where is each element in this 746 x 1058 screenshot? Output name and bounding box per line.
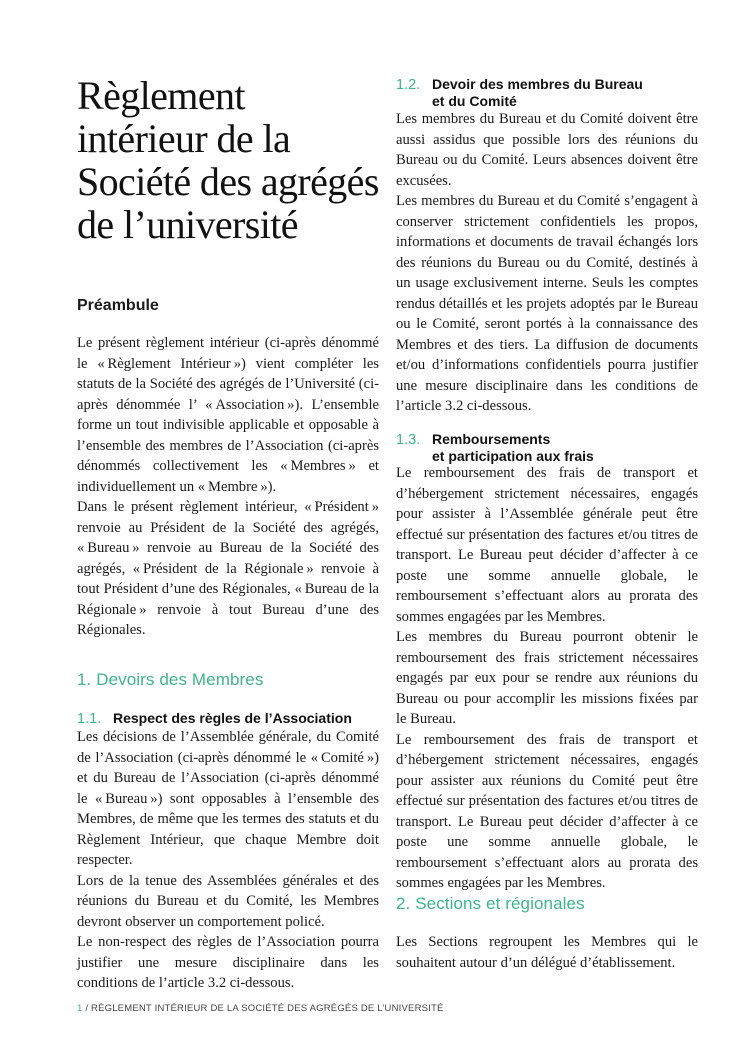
subsection-title: Remboursements [432, 431, 551, 447]
paragraph: Les membres du Bureau et du Comité s’engagent à conserver strictement confidentiels les propos, informations et documents de travail échangés lors des réunions du Bureau ou du Comité, destinés à un usage exclusivement interne. Seuls les comptes rendus détaillés et les projets adoptés par le Bureau ou le Comité, seront portés à la connaissance des Membres et des tiers. La diffusion de documents et/ou d’informations confidentiels pourra justifier une mesure disciplinaire dans les conditions de l’article 3.2 ci-dessous. [396, 193, 698, 414]
section-2-body [396, 932, 698, 973]
paragraph: Dans le présent règlement intérieur, « Président » renvoie au Président de la Société des agrégés, « Bureau » renvoie au Bureau de la Société des agrégés, « Président de la Régionale » renvoie à tout Président d’une des Régionales, « Bureau de la Régionale » renvoie à tout Bureau d’une des Régionales. [77, 499, 379, 638]
subsection-1-2-heading [396, 76, 643, 109]
page-footer [77, 1003, 444, 1014]
subsection-number: 1.3. [396, 432, 421, 448]
footer-separator: / [82, 1003, 92, 1014]
paragraph: Les décisions de l’Assemblée générale, du Comité de l’Association (ci-après dénommé le « Comité ») et du Bureau de l’Association (ci-après dénommé le « Bureau ») sont opposables à l’ensemble des Membres, de même que les termes des statuts et du Règlement Intérieur, que chaque Membre doit respecter. [77, 729, 379, 868]
subsection-number: 1.1. [77, 711, 102, 727]
subsection-1-2-body [396, 109, 698, 417]
subsection-1-3-heading [396, 431, 594, 464]
subsection-1-1-heading [77, 710, 352, 727]
paragraph: Le non-respect des règles de l’Association pourra justifier une mesure disciplinaire dans les conditions de l’article 3.2 ci-dessous. [77, 934, 379, 991]
paragraph: Les membres du Bureau et du Comité doivent être aussi assidus que possible lors des réunions du Bureau ou du Comité. Leurs absences doivent être excusées. [396, 111, 698, 189]
subsection-title: Respect des règles de l’Association [113, 710, 352, 726]
subsection-1-3-body [396, 463, 698, 894]
subsection-title-continued: et participation aux frais [432, 448, 594, 464]
paragraph: Les Sections regroupent les Membres qui le souhaitent autour d’un délégué d’établissement. [396, 934, 698, 971]
subsection-1-1-body [77, 727, 379, 994]
paragraph: Lors de la tenue des Assemblées générales et des réunions du Bureau et du Comité, les Membres devront observer un comportement policé. [77, 872, 379, 930]
paragraph: Le remboursement des frais de transport et d’hébergement strictement nécessaires, engagés pour assister aux réunions du Comité peut être effectué sur présentation des factures et/ou titres de transport. Le Bureau peut décider d’affecter à ce poste une somme annuelle globale, le remboursement s’effectuant alors au prorata des sommes engagées par les Membres. [396, 731, 698, 891]
subsection-number: 1.2. [396, 77, 421, 93]
document-title [77, 74, 397, 246]
paragraph: Le remboursement des frais de transport et d’hébergement strictement nécessaires, engagés pour assister à l’Assemblée générale peut être effectué sur présentation des factures et/ou titres de transport. Le Bureau peut décider d’affecter à ce poste une somme annuelle globale, le remboursement s’effectuant alors au prorata des sommes engagées par les Membres. [396, 465, 698, 625]
section-2-heading: 2. Sections et régionales [396, 894, 585, 913]
title-line: Règlement [77, 73, 245, 118]
subsection-title-continued: et du Comité [432, 93, 517, 109]
subsection-title: Devoir des membres du Bureau [432, 76, 643, 92]
title-line: de l’université [77, 202, 298, 247]
page-number: 1 [77, 1003, 83, 1014]
paragraph: Le présent règlement intérieur (ci-après dénommé le « Règlement Intérieur ») vient compléter les statuts de la Société des agrégés de l’Université (ci-après dénommée l’ « Association »). L’ensemble forme un tout indivisible applicable et opposable à l’ensemble des membres de l’Association (ci-après dénommés collectivement les « Membres » et individuellement un « Membre »). [77, 335, 379, 495]
title-line: Société des agrégés [77, 159, 379, 204]
section-1-heading: 1. Devoirs des Membres [77, 670, 264, 689]
title-line: intérieur de la [77, 116, 291, 161]
preamble-heading: Préambule [77, 297, 159, 314]
paragraph: Les membres du Bureau pourront obtenir le remboursement des frais strictement nécessaires engagés par eux pour se rendre aux réunions du Bureau ou pour accomplir les missions fixées par le Bureau. [396, 629, 698, 727]
running-title: RÈGLEMENT INTÉRIEUR DE LA SOCIÉTÉ DES AGRÉGÉS DE L’UNIVERSITÉ [91, 1003, 444, 1014]
preamble-body [77, 333, 379, 641]
